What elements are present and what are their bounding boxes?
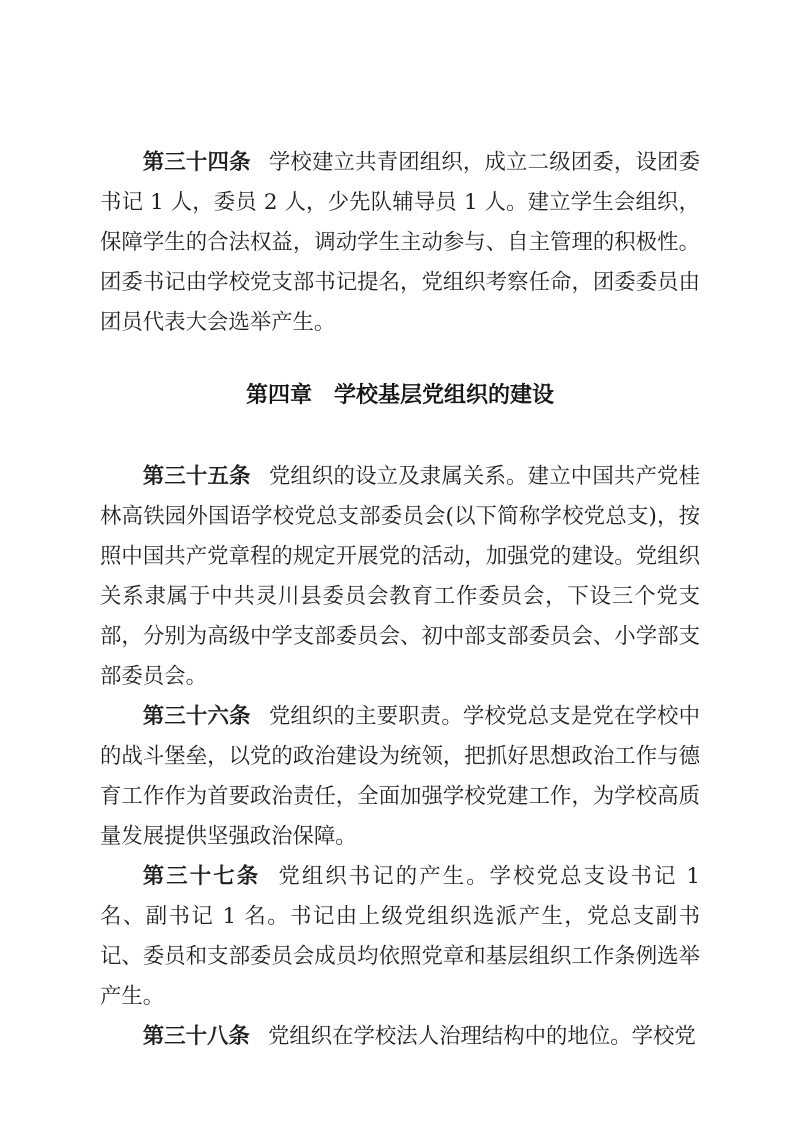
- article-34-text: 学校建立共青团组织，成立二级团委，设团委书记 1 人，委员 2 人，少先队辅导员 1 人。建立学生会组织，保障学生的合法权益，调动学生主动参与、自主管理的积极性。团委书记由学校党支部书记提名，党组织考察任命，团委委员由团员代表大会选举产生。: [100, 150, 700, 335]
- chapter-4-heading: 第四章 学校基层党组织的建设: [245, 383, 554, 408]
- article-37-text: 党组织书记的产生。学校党总支设书记 1 名、副书记 1 名。书记由上级党组织选派产生，党总支副书记、委员和支部委员会成员均依照党章和基层组织工作条例选举产生。: [100, 864, 700, 1009]
- article-36-number: 第三十六条: [142, 704, 251, 729]
- article-37-number: 第三十七条: [142, 864, 261, 889]
- article-34-paragraph: [100, 143, 700, 343]
- article-38-paragraph: [100, 1017, 700, 1057]
- article-35-text: 党组织的设立及隶属关系。建立中国共产党桂林高铁园外国语学校党总支部委员会(以下简称学校党总支)，按照中国共产党章程的规定开展党的活动，加强党的建设。党组织关系隶属于中共灵川县委员会教育工作委员会，下设三个党支部，分别为高级中学支部委员会、初中部支部委员会、小学部支部委员会。: [100, 464, 700, 689]
- article-36-paragraph: [100, 697, 700, 857]
- article-37-paragraph: [100, 857, 700, 1017]
- article-38-number: 第三十八条: [142, 1024, 250, 1049]
- page-content: [100, 143, 700, 1057]
- article-35-number: 第三十五条: [142, 464, 251, 489]
- article-35-paragraph: [100, 457, 700, 697]
- article-36-text: 党组织的主要职责。学校党总支是党在学校中的战斗堡垒，以党的政治建设为统领，把抓好思想政治工作与德育工作作为首要政治责任，全面加强学校党建工作，为学校高质量发展提供坚强政治保障。: [100, 704, 700, 849]
- article-38-text: 党组织在学校法人治理结构中的地位。学校党: [267, 1024, 696, 1049]
- article-34-number: 第三十四条: [142, 150, 251, 175]
